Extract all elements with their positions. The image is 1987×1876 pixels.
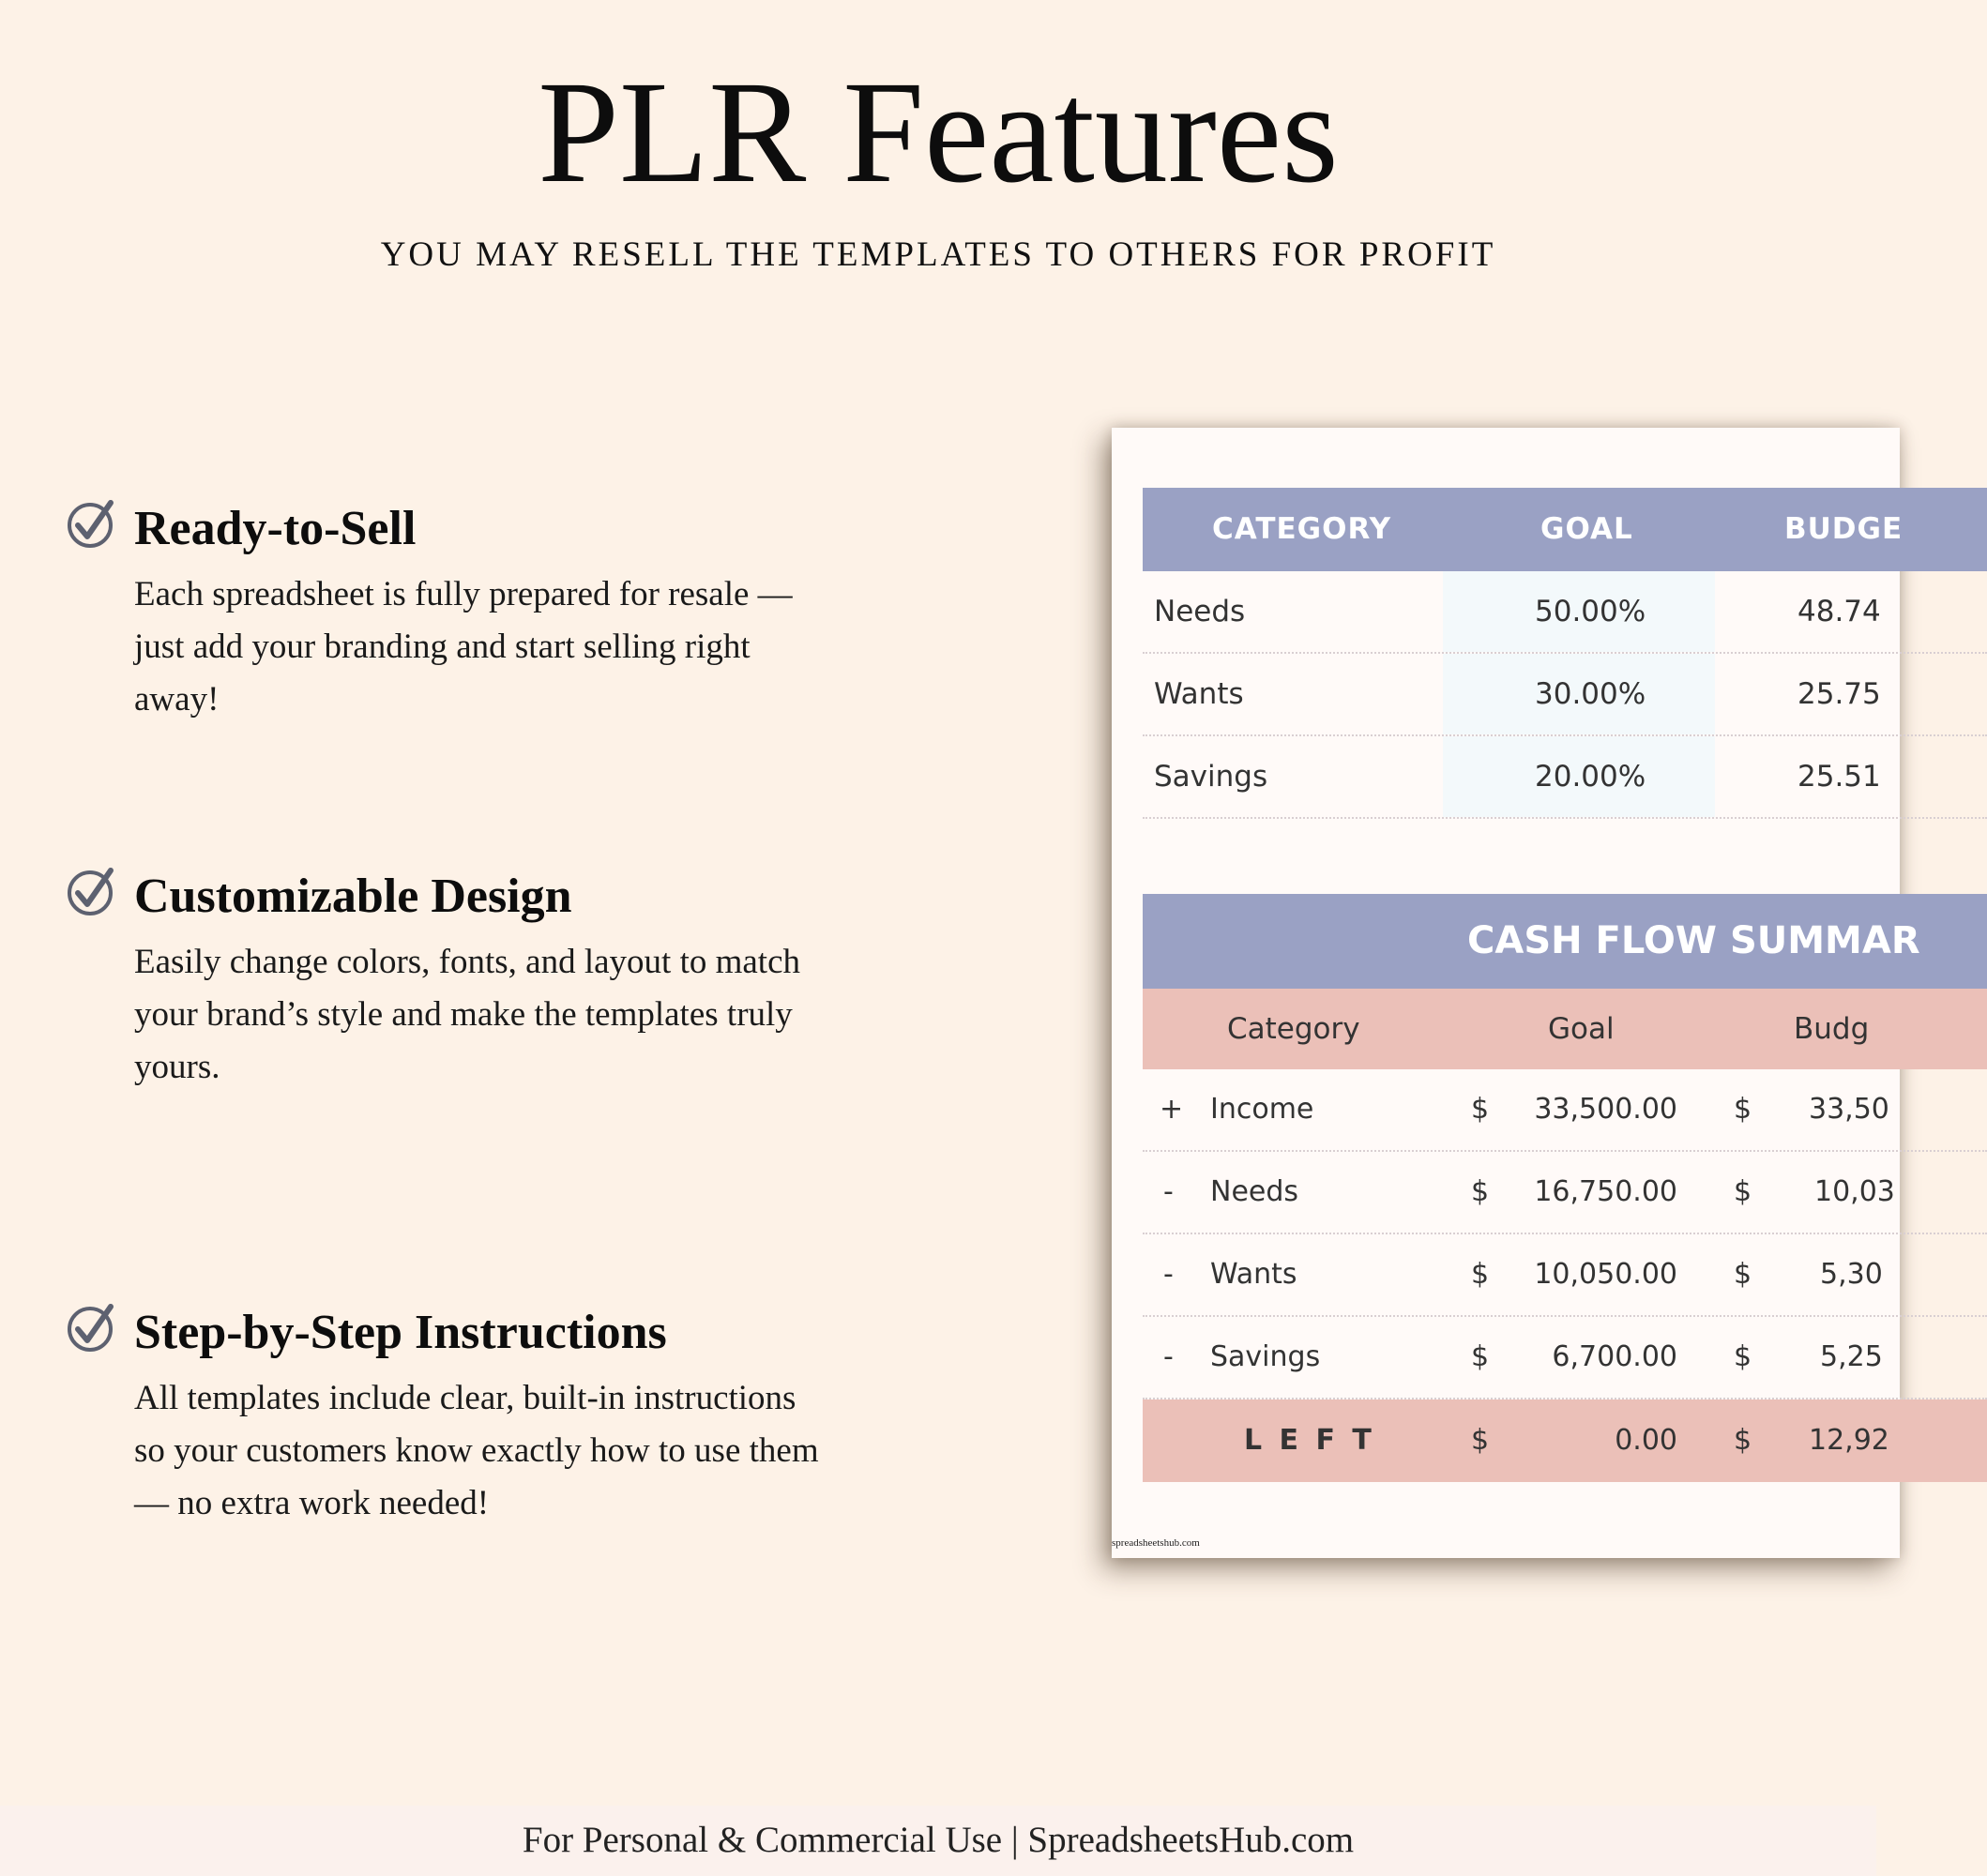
row-category: Wants — [1154, 677, 1244, 711]
row-currency: $ — [1734, 1424, 1752, 1457]
row-category: Wants — [1210, 1258, 1297, 1291]
row-budget: 5,25 — [1820, 1340, 1883, 1373]
row-budget: 5,30 — [1820, 1258, 1883, 1291]
column-header-budget: Budg — [1794, 1012, 1870, 1046]
footer-text: For Personal & Commercial Use | SpreadsheetsHub.com — [0, 1806, 1876, 1876]
row-category: Savings — [1154, 760, 1268, 794]
feature-heading: Customizable Design — [134, 870, 572, 923]
row-currency: $ — [1734, 1258, 1752, 1291]
total-label: L E F T — [1244, 1424, 1375, 1457]
row-budget: 33,50 — [1809, 1093, 1889, 1126]
feature-description-line: Easily change colors, fonts, and layout to match — [134, 943, 801, 981]
budget-goal-table — [1143, 488, 1987, 819]
column-header-goal: Goal — [1548, 1012, 1615, 1046]
row-category: Needs — [1210, 1175, 1299, 1208]
row-category: Needs — [1154, 595, 1246, 628]
row-currency: $ — [1734, 1340, 1752, 1373]
feature-description-line: so your customers know exactly how to use them — [134, 1431, 819, 1470]
check-circle-icon — [66, 865, 118, 917]
spreadsheet-preview — [1112, 428, 1920, 1558]
row-currency: $ — [1471, 1258, 1490, 1291]
row-goal: 20.00% — [1535, 760, 1646, 794]
row-budget: 25.51 — [1797, 760, 1881, 794]
table-row — [1143, 736, 1987, 819]
row-category: Savings — [1210, 1340, 1321, 1373]
row-budget: 10,03 — [1814, 1175, 1895, 1208]
table-row — [1143, 654, 1987, 736]
feature-description-line: just add your branding and start selling right — [134, 628, 751, 666]
column-header-budget: BUDGE — [1784, 512, 1904, 546]
feature-description-line: All templates include clear, built-in instructions — [134, 1379, 796, 1417]
column-header-goal: GOAL — [1540, 512, 1633, 546]
page-subtitle: YOU MAY RESELL THE TEMPLATES TO OTHERS FOR PROFIT — [380, 235, 1496, 274]
row-currency: $ — [1471, 1093, 1490, 1126]
cash-flow-table — [1143, 989, 1987, 1482]
watermark: spreadsheetshub.com — [1112, 1537, 1200, 1549]
table-row — [1143, 1317, 1987, 1399]
column-header-category: CATEGORY — [1212, 512, 1392, 546]
row-currency: $ — [1471, 1340, 1490, 1373]
feature-description — [134, 936, 903, 1094]
row-budget: 25.75 — [1797, 677, 1881, 711]
column-header-category: Category — [1227, 1012, 1360, 1046]
cash-flow-summary-header — [1143, 894, 1987, 989]
row-currency: $ — [1471, 1424, 1490, 1457]
row-sign: - — [1163, 1258, 1174, 1291]
feature-description-line: yours. — [134, 1048, 220, 1086]
table-row — [1143, 571, 1987, 654]
feature-heading: Step-by-Step Instructions — [134, 1306, 667, 1359]
table-header-row — [1143, 488, 1987, 571]
row-goal: 33,500.00 — [1534, 1093, 1677, 1126]
row-sign: + — [1160, 1093, 1184, 1126]
feature-description-line: — no extra work needed! — [134, 1484, 490, 1522]
feature-heading: Ready-to-Sell — [134, 502, 417, 555]
row-sign: - — [1163, 1340, 1174, 1373]
cash-flow-total-row — [1143, 1399, 1987, 1482]
row-budget: 48.74 — [1797, 595, 1881, 628]
row-goal: 6,700.00 — [1552, 1340, 1677, 1373]
feature-description-line: your brand’s style and make the templates truly — [134, 995, 793, 1034]
table-row — [1143, 1234, 1987, 1317]
total-goal: 0.00 — [1615, 1424, 1677, 1457]
check-circle-icon — [66, 1301, 118, 1354]
feature-description — [134, 1372, 903, 1530]
feature-description-line: away! — [134, 680, 220, 719]
feature-description-line: Each spreadsheet is fully prepared for resale — — [134, 575, 793, 613]
row-goal: 10,050.00 — [1534, 1258, 1677, 1291]
row-goal: 16,750.00 — [1534, 1175, 1677, 1208]
check-circle-icon — [66, 497, 118, 550]
row-currency: $ — [1734, 1175, 1752, 1208]
feature-description — [134, 568, 903, 726]
row-currency: $ — [1471, 1175, 1490, 1208]
row-goal: 50.00% — [1535, 595, 1646, 628]
cash-flow-header-row — [1143, 989, 1987, 1069]
row-category: Income — [1210, 1093, 1314, 1126]
page-title: PLR Features — [538, 51, 1339, 213]
row-goal: 30.00% — [1535, 677, 1646, 711]
cash-flow-title: CASH FLOW SUMMAR — [1467, 919, 1920, 962]
row-sign: - — [1163, 1175, 1174, 1208]
row-currency: $ — [1734, 1093, 1752, 1126]
total-budget: 12,92 — [1809, 1424, 1889, 1457]
table-row — [1143, 1152, 1987, 1234]
table-row — [1143, 1069, 1987, 1152]
